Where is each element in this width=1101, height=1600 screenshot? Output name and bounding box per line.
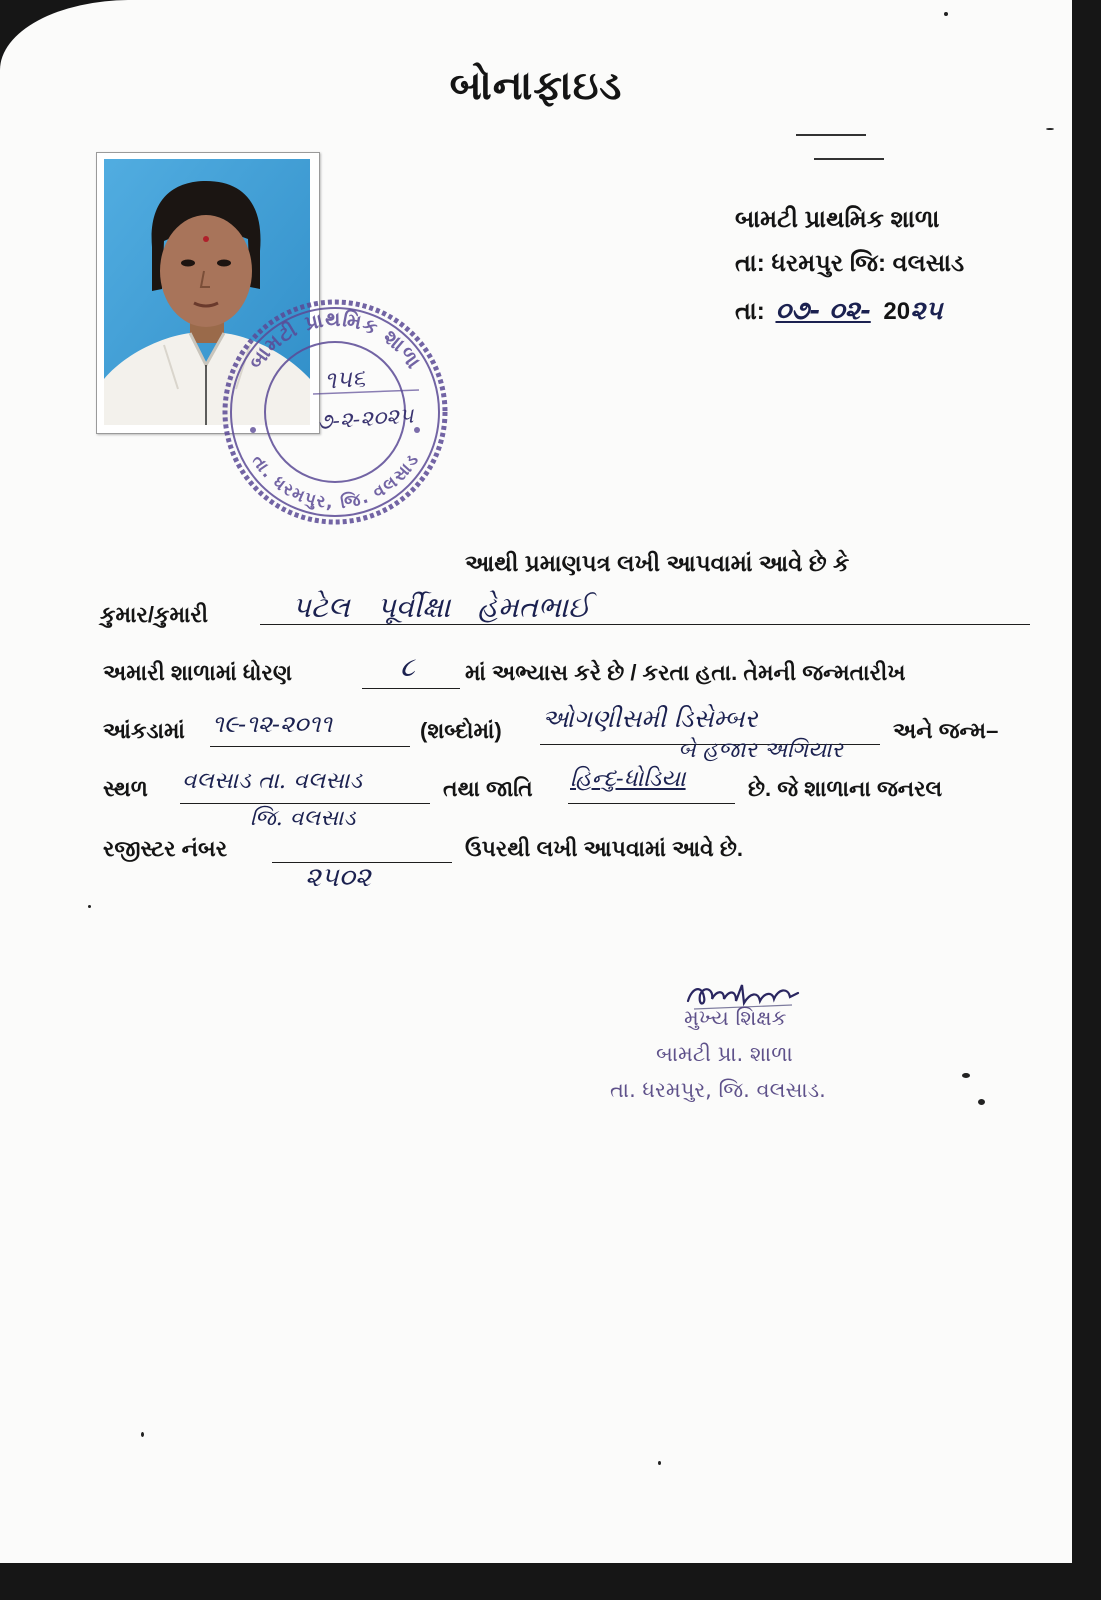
register-value: ૨૫૦૨ <box>305 862 371 893</box>
register-label: રજીસ્ટર નંબર <box>103 836 228 861</box>
stamp-ring-top-text: બામટી પ્રાથમિક શાળા <box>243 306 427 374</box>
caste-underline <box>568 803 735 804</box>
scan-speck <box>962 1073 970 1078</box>
issue-date-day-month: ૦૭- ૦૨- <box>775 296 871 326</box>
place-underline <box>180 803 430 804</box>
class-underline <box>362 688 460 689</box>
signature-address: તા. ધરમપુર, જિ. વલસાડ. <box>610 1078 826 1102</box>
birth-place-label-start: અને જન્મ– <box>893 718 999 743</box>
place-value-district: જિ. વલસાડ <box>250 806 356 831</box>
class-label-after: માં અભ્યાસ કરે છે / કરતા હતા. તેમની જન્મતારીખ <box>465 660 906 685</box>
scan-speck <box>141 1432 144 1437</box>
class-value: ૮ <box>400 652 415 683</box>
place-value: વલસાડ તા. વલસાડ <box>182 768 363 794</box>
name-label: કુમાર/કુમારી <box>100 602 209 627</box>
register-intro: છે. જે શાળાના જનરલ <box>748 776 943 801</box>
dob-underline <box>210 746 410 747</box>
stamp-inner-date: ૭-૨-૨૦૨૫ <box>316 403 415 436</box>
class-label-before: અમારી શાળામાં ધોરણ <box>103 660 293 685</box>
stamp-ring-bottom-text: તા. ધરમપુર, જિ. વલસાડ <box>247 451 423 514</box>
issue-date-year-handwritten: ૨૫ <box>910 296 943 326</box>
scan-speck <box>88 905 91 908</box>
svg-text:બામટી પ્રાથમિક શાળા <box>243 307 426 374</box>
dob-words-line1: ઓગણીસમી ડિસેમ્બર <box>542 704 758 733</box>
certificate-closing: ઉપરથી લખી આપવામાં આવે છે. <box>465 836 743 861</box>
certificate-intro: આથી પ્રમાણપત્ર લખી આપવામાં આવે છે કે <box>465 550 850 576</box>
scan-speck <box>944 12 948 16</box>
signature-designation: મુખ્ય શિક્ષક <box>684 1006 787 1030</box>
dob-words-line2: બે હજાર અગિયાર <box>678 738 843 763</box>
scan-speck <box>658 1461 661 1465</box>
caste-value: હિન્દુ-ધોડિયા <box>570 766 686 792</box>
stamp-inner-number: ૧૫૬ <box>323 363 367 395</box>
scan-speck <box>978 1099 985 1105</box>
issue-date-label: તા: <box>735 298 765 325</box>
student-name: પટેલ પૂર્વીક્ષા હેમતભાઈ <box>292 590 591 624</box>
issue-date-year-printed: 20 <box>883 298 911 325</box>
decorative-dash <box>814 158 884 160</box>
document-title: બોનાફાઇડ <box>449 64 623 108</box>
school-address: તા: ધરમપુર જિ: વલસાડ <box>735 250 965 277</box>
school-name: બામટી પ્રાથમિક શાળા <box>735 206 940 233</box>
issue-date <box>735 296 942 327</box>
place-label: સ્થળ <box>103 776 148 801</box>
dob-digits-label: આંકડામાં <box>103 718 185 743</box>
caste-label: તથા જાતિ <box>443 776 533 801</box>
dob-words-label: (શબ્દોમાં) <box>420 718 502 743</box>
dob-value: ૧૯-૧૨-૨૦૧૧ <box>212 710 333 738</box>
scan-speck <box>1046 128 1054 130</box>
signature-school: બામટી પ્રા. શાળા <box>656 1042 793 1066</box>
school-stamp <box>213 290 457 534</box>
decorative-dash <box>796 134 866 136</box>
